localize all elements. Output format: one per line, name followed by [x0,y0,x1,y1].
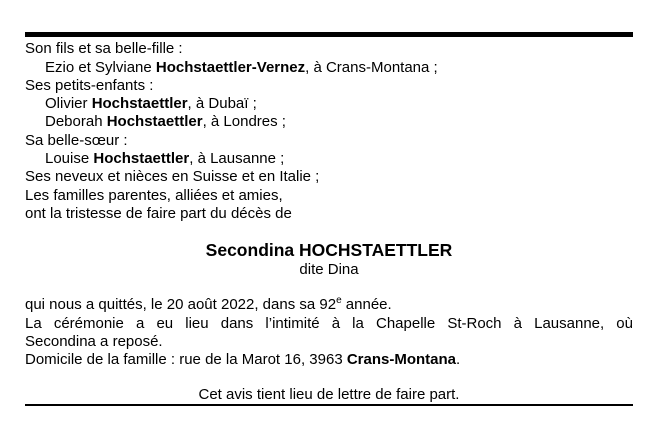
son-surname: Hochstaettler-Vernez [155,59,306,76]
grandchild-2-line [45,113,286,131]
sister-in-law-surname: Hochstaettler [93,150,190,167]
ceremony-line-2: Secondina a reposé. [25,333,163,350]
deceased-name: Secondina HOCHSTAETTLER [205,240,453,260]
grandchild-1-first: Olivier [45,95,88,112]
domicile-end: . [456,351,461,368]
grandchild-1-line [45,95,257,113]
grandchild-1-place: , à Dubaï ; [187,95,257,112]
ordinal-suffix: e [336,295,342,306]
son-place: , à Crans-Montana ; [305,59,438,76]
sister-in-law-line [45,150,284,168]
deceased-alias: dite Dina [299,261,359,278]
nephews-line: Ses neveux et nièces en Suisse et en Italie ; [25,168,320,185]
sister-in-law-place: , à Lausanne ; [189,150,285,167]
death-date-line [25,296,392,314]
bottom-rule [25,404,633,406]
top-rule [25,32,633,37]
son-intro-line: Son fils et sa belle-fille : [25,40,183,57]
domicile-line [25,351,460,369]
death-notice [25,32,633,408]
domicile-address: Domicile de la famille : rue de la Marot 16, 3963 [25,351,347,368]
sister-in-law-intro-line: Sa belle-sœur : [25,132,128,149]
death-date-text: qui nous a quittés, le 20 août 2022, dans sa 92 [25,296,337,313]
grandchild-1-surname: Hochstaettler [91,95,188,112]
son-names: Ezio et Sylviane [45,59,152,76]
ceremony-line-1: La cérémonie a eu lieu dans l’intimité à la Chapelle St-Roch à Lausanne, où [25,315,633,332]
grandchild-2-place: , à Londres ; [202,113,286,130]
son-line [45,59,438,77]
death-date-end: année. [341,296,392,313]
grandchildren-intro-line: Ses petits-enfants : [25,77,154,94]
grandchild-2-first: Deborah [45,113,103,130]
domicile-place: Crans-Montana [346,351,457,368]
closing-note: Cet avis tient lieu de lettre de faire part. [198,386,460,403]
grandchild-2-surname: Hochstaettler [106,113,203,130]
announcement-line: ont la tristesse de faire part du décès de [25,205,292,222]
families-line: Les familles parentes, alliées et amies, [25,187,283,204]
sister-in-law-first: Louise [45,150,90,167]
